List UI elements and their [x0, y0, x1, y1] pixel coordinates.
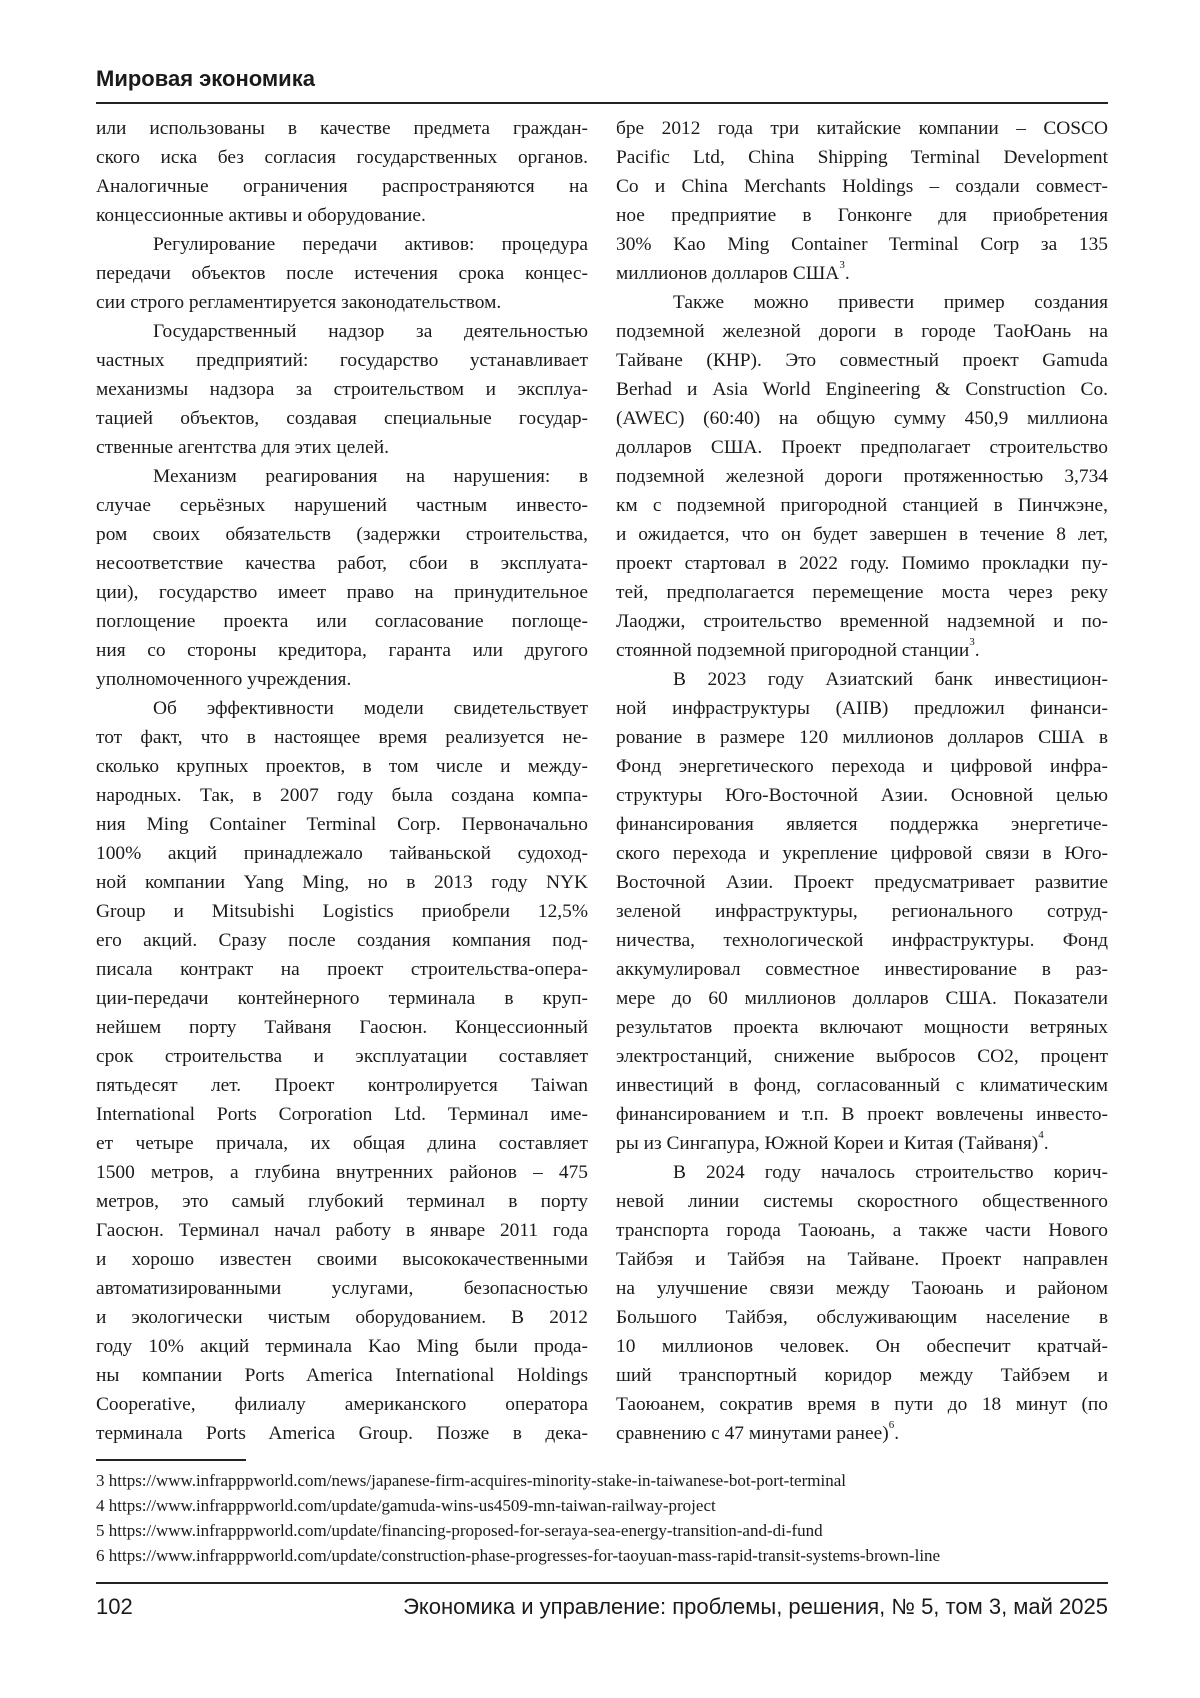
text-line: ший транспортный коридор между Тайбэем и [616, 1365, 1108, 1386]
text-line: проект стартовал в 2022 году. Помимо прокладки пу- [616, 553, 1108, 574]
text-line: 100% акций принадлежало тайваньской судоход- [96, 843, 588, 864]
text-line: сколько крупных проектов, в том числе и между- [96, 756, 588, 777]
text-line: его акций. Сразу после создания компания под- [96, 930, 588, 951]
text-line: 30% Kao Ming Container Terminal Corp за 135 [616, 234, 1108, 255]
text-line: Group и Mitsubishi Logistics приобрели 12,5% [96, 901, 588, 922]
text-line: ной инфраструктуры (АIIВ) предложил финанси- [616, 698, 1108, 719]
footnote[interactable]: 4 https://www.infrapppworld.com/update/gamuda-wins-us4509-mn-taiwan-railway-project [96, 1496, 716, 1515]
text-line: ны компании Ports America International Holdings [96, 1365, 588, 1386]
text-line: ции), государство имеет право на принудительное [96, 582, 588, 603]
text-line: народных. Так, в 2007 году была создана компа- [96, 785, 588, 806]
footnote[interactable]: 3 https://www.infrapppworld.com/news/japanese-firm-acquires-minority-stake-in-taiwanese-bot-port-terminal [96, 1471, 846, 1490]
text-line: случае серьёзных нарушений частным инвесто- [96, 495, 588, 516]
text-line: пятьдесят лет. Проект контролируется Taiwan [96, 1075, 588, 1096]
line-tail: . [1043, 1133, 1049, 1154]
footnote-ref[interactable]: 4 [1038, 1129, 1044, 1141]
text-line: транспорта города Таоюань, а также части Нового [616, 1220, 1108, 1241]
text-line: сии строго регламентируется законодательством. [96, 292, 502, 313]
text-line: электростанций, снижение выбросов СО2, процент [616, 1046, 1108, 1067]
text-line: Об эффективности модели свидетельствует [153, 698, 588, 719]
line-text: сравнению с 47 минутами ранее) [616, 1423, 889, 1444]
text-line: В 2024 году началось строительство корич- [673, 1162, 1108, 1183]
text-line: поглощение проекта или согласование поглоще- [96, 611, 588, 632]
text-line: и ожидается, что он будет завершен в течение 8 лет, [616, 524, 1108, 545]
text-line: концессионные активы и оборудование. [96, 205, 426, 226]
page-footer [96, 1594, 1108, 1620]
text-line [616, 1419, 1108, 1448]
text-line: подземной железной дороги протяженностью 3,734 [616, 466, 1108, 487]
text-line: и хорошо известен своими высококачественными [96, 1249, 588, 1270]
text-line: Гаосюн. Терминал начал работу в январе 2011 года [96, 1220, 588, 1241]
text-line: несоответствие качества работ, сбои в эксплуата- [96, 553, 588, 574]
text-line: Регулирование передачи активов: процедура [153, 234, 588, 255]
text-line: метров, это самый глубокий терминал в порту [96, 1191, 588, 1212]
line-tail: . [844, 263, 850, 284]
footer-divider [96, 1582, 1108, 1584]
text-line: нейшем порту Тайваня Гаосюн. Концессионный [96, 1017, 588, 1038]
text-line: тей, предполагается перемещение моста через реку [616, 582, 1108, 603]
text-line: результатов проекта включают мощности ветряных [616, 1017, 1108, 1038]
text-line: Berhad и Asia World Engineering & Construction Co. [616, 379, 1108, 400]
text-line [616, 259, 1108, 288]
text-line: зеленой инфраструктуры, регионального сотруд- [616, 901, 1108, 922]
text-line: писала контракт на проект строительства-опера- [96, 959, 588, 980]
text-line: структуры Юго-Восточной Азии. Основной целью [616, 785, 1108, 806]
text-line: (AWEC) (60:40) на общую сумму 450,9 миллиона [616, 408, 1108, 429]
text-line: В 2023 году Азиатский банк инвестицион- [673, 669, 1108, 690]
line-text: стоянной подземной пригородной станции [616, 640, 970, 661]
text-line [616, 636, 1108, 665]
text-line: или использованы в качестве предмета граждан- [96, 118, 588, 139]
footnote-ref[interactable]: 6 [888, 1419, 895, 1431]
text-line: финансирования является поддержка энергетиче- [616, 814, 1108, 835]
text-line: бре 2012 года три китайские компании – COSCO [616, 118, 1108, 139]
text-line: Тайване (КНР). Это совместный проект Gamuda [616, 350, 1108, 371]
text-line: тот факт, что в настоящее время реализуется не- [96, 727, 588, 748]
footnote-divider [96, 1459, 246, 1461]
text-line: ное предприятие в Гонконге для приобретения [616, 205, 1108, 226]
text-line: 10 миллионов человек. Он обеспечит кратчай- [616, 1336, 1108, 1357]
text-line: Большого Тайбэя, обслуживающим население в [616, 1307, 1108, 1328]
text-line: срок строительства и эксплуатации составляет [96, 1046, 588, 1067]
text-line: финансированием и т.п. В проект вовлечены инвесто- [616, 1104, 1108, 1125]
text-line: ния со стороны кредитора, гаранта или другого [96, 640, 588, 661]
footnote-ref[interactable]: 3 [969, 636, 975, 648]
line-tail: . [894, 1423, 900, 1444]
text-line: уполномоченного учреждения. [96, 669, 352, 690]
footnote-ref[interactable]: 3 [839, 259, 845, 271]
text-line: автоматизированными услугами, безопасностью [96, 1278, 588, 1299]
text-line: аккумулировал совместное инвестирование в раз- [616, 959, 1108, 980]
text-line: и экологически чистым оборудованием. В 2012 [96, 1307, 588, 1328]
journal-title: Экономика и управление: проблемы, решения, № 5, том 3, май 2025 [403, 1594, 1108, 1619]
line-text: ры из Сингапура, Южной Кореи и Китая (Тайваня) [616, 1133, 1039, 1154]
text-line: ственные агентства для этих целей. [96, 437, 389, 458]
text-line: Таоюанем, сократив время в пути до 18 минут (по [616, 1394, 1108, 1415]
text-line: подземной железной дороги в городе ТаоЮань на [616, 321, 1108, 342]
text-line: рование в размере 120 миллионов долларов США в [616, 727, 1108, 748]
text-line: инвестиций в фонд, согласованный с климатическим [616, 1075, 1108, 1096]
text-line: Аналогичные ограничения распространяются на [96, 176, 588, 197]
text-line: ничества, технологической инфраструктуры. Фонд [616, 930, 1108, 951]
right-column [616, 114, 1108, 1448]
text-line: Cooperative, филиалу американского оператора [96, 1394, 588, 1415]
text-line: Механизм реагирования на нарушения: в [153, 466, 588, 487]
text-line: ром своих обязательств (задержки строительства, [96, 524, 588, 545]
text-line: передачи объектов после истечения срока концес- [96, 263, 588, 284]
text-line: км с подземной пригородной станцией в Пинчжэне, [616, 495, 1108, 516]
text-line: Лаоджи, строительство временной надземной и по- [616, 611, 1108, 632]
section-title: Мировая экономика [96, 66, 315, 91]
text-line: Тайбэя и Тайбэя на Тайване. Проект направлен [616, 1249, 1108, 1270]
line-text: миллионов долларов США [616, 263, 840, 284]
line-tail: . [974, 640, 980, 661]
text-line: году 10% акций терминала Kao Ming были прода- [96, 1336, 588, 1357]
text-line: невой линии системы скоростного общественного [616, 1191, 1108, 1212]
text-line: International Ports Corporation Ltd. Терминал име- [96, 1104, 588, 1125]
text-line: Co и China Merchants Holdings – создали совмест- [616, 176, 1108, 197]
text-line: мере до 60 миллионов долларов США. Показатели [616, 988, 1108, 1009]
text-line: ет четыре причала, их общая длина составляет [96, 1133, 588, 1154]
text-line: ского перехода и укрепление цифровой связи в Юго- [616, 843, 1108, 864]
text-line: долларов США. Проект предполагает строительство [616, 437, 1108, 458]
text-line: Государственный надзор за деятельностью [153, 321, 588, 342]
text-line: тацией объектов, создавая специальные государ- [96, 408, 588, 429]
text-line [616, 1129, 1108, 1158]
text-line: Фонд энергетического перехода и цифровой инфра- [616, 756, 1108, 777]
text-line: на улучшение связи между Таоюань и районом [616, 1278, 1108, 1299]
page-number: 102 [96, 1594, 133, 1619]
footnote[interactable]: 6 https://www.infrapppworld.com/update/construction-phase-progresses-for-taoyuan-mass-rapid-transit-systems-brown-line [96, 1546, 941, 1565]
text-line: Восточной Азии. Проект предусматривает развитие [616, 872, 1108, 893]
text-line: частных предприятий: государство устанавливает [96, 350, 588, 371]
text-line: ского иска без согласия государственных органов. [96, 147, 588, 168]
text-line: механизмы надзора за строительством и эксплуа- [96, 379, 588, 400]
footnote[interactable]: 5 https://www.infrapppworld.com/update/financing-proposed-for-seraya-sea-energy-transition-and-di-fund [96, 1521, 823, 1540]
text-line: ния Ming Container Terminal Corp. Первоначально [96, 814, 588, 835]
text-line: Также можно привести пример создания [673, 292, 1108, 313]
text-line: терминала Ports America Group. Позже в дека- [96, 1423, 588, 1444]
text-line: ции-передачи контейнерного терминала в круп- [96, 988, 588, 1009]
text-line: 1500 метров, а глубина внутренних районов – 475 [96, 1162, 588, 1183]
left-column [96, 114, 588, 1448]
text-line: Pacific Ltd, China Shipping Terminal Development [616, 147, 1108, 168]
text-line: ной компании Yang Ming, но в 2013 году NYK [96, 872, 588, 893]
header-divider [96, 102, 1108, 104]
